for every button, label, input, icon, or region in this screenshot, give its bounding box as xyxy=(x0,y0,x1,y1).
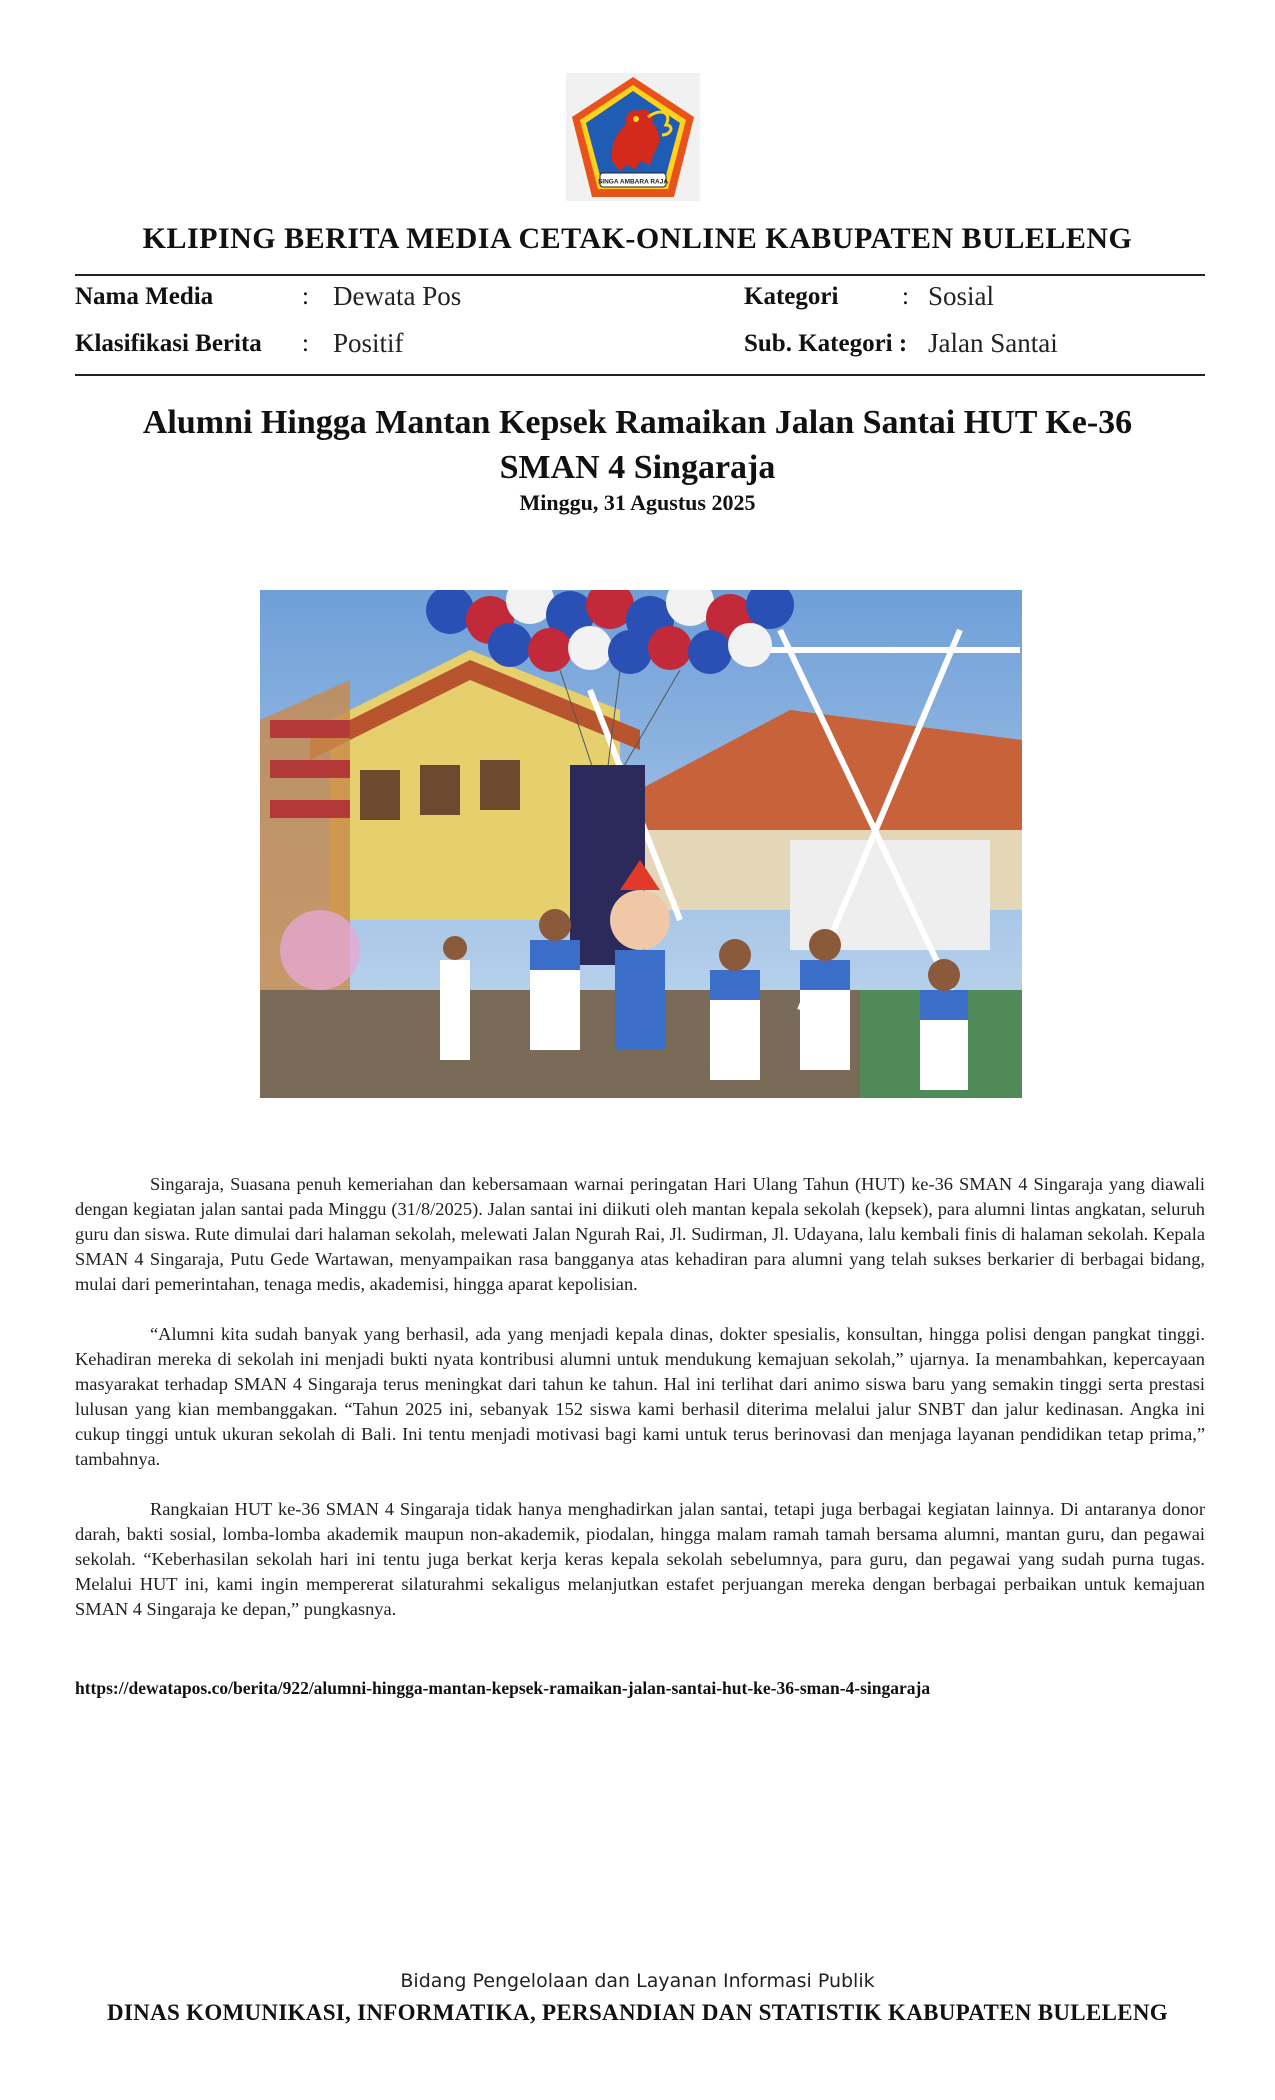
article-photo xyxy=(260,590,1022,1098)
headline-line-2: SMAN 4 Singaraja xyxy=(499,449,776,486)
article-headline xyxy=(100,400,1175,490)
regency-logo xyxy=(566,73,700,201)
buleleng-regency-crest-icon xyxy=(566,73,700,201)
media-name-colon: : xyxy=(302,283,309,310)
classification-label: Klasifikasi Berita xyxy=(75,330,262,357)
category-label: Kategori xyxy=(744,283,839,310)
category-value: Sosial xyxy=(928,281,995,311)
headline-line-1: Alumni Hingga Mantan Kepsek Ramaikan Jalan Santai HUT Ke-36 xyxy=(142,404,1133,441)
classification-value: Positif xyxy=(333,328,404,358)
paragraph: Rangkaian HUT ke-36 SMAN 4 Singaraja tidak hanya menghadirkan jalan santai, tetapi juga berbagai kegiatan lainnya. Di antaranya donor darah, bakti sosial, lomba-lomba akademik maupun non-akademik, piodalan, hingga malam ramah tamah bersama alumni, mantan guru, dan pegawai sekolah. “Keberhasilan sekolah hari ini tentu juga berkat kerja keras kepala sekolah sebelumnya, para guru, dan pegawai yang sudah purna tugas. Melalui HUT ini, kami ingin mempererat silaturahmi sekaligus melanjutkan estafet perjuangan mereka dengan berbagai perbaikan untuk kemajuan SMAN 4 Singaraja ke depan,” pungkasnya. xyxy=(75,1499,1205,1619)
document-title: KLIPING BERITA MEDIA CETAK-ONLINE KABUPATEN BULELENG xyxy=(142,222,1133,255)
category-colon: : xyxy=(902,283,909,310)
subcategory-label: Sub. Kategori : xyxy=(744,330,908,357)
article-body xyxy=(75,1172,1205,1647)
media-name-label: Nama Media xyxy=(75,283,214,310)
classification-colon: : xyxy=(302,330,309,357)
paragraph: “Alumni kita sudah banyak yang berhasil, ada yang menjadi kepala dinas, dokter spesialis, konsultan, hingga polisi dengan pangkat tinggi. Kehadiran mereka di sekolah ini menjadi bukti nyata kontribusi alumni untuk mendukung kemajuan sekolah,” ujarnya. Ia menambahkan, kepercayaan masyarakat terhadap SMAN 4 Singaraja terus meningkat dari tahun ke tahun. Hal ini terlihat dari animo siswa baru yang semakin tinggi serta prestasi lulusan yang kian membanggakan. “Tahun 2025 ini, sebanyak 152 siswa kami berhasil diterima melalui jalur SNBT dan jalur kedinasan. Angka ini cukup tinggi untuk ukuran sekolah di Bali. Ini tentu menjadi motivasi bagi kami untuk terus berinovasi dan menjaga layanan pendidikan tetap prima,” tambahnya. xyxy=(75,1324,1205,1469)
subcategory-value: Jalan Santai xyxy=(928,328,1058,358)
footer-division: Bidang Pengelolaan dan Layanan Informasi Publik xyxy=(400,1970,875,1992)
paragraph: Singaraja, Suasana penuh kemeriahan dan kebersamaan warnai peringatan Hari Ulang Tahun (HUT) ke-36 SMAN 4 Singaraja yang diawali dengan kegiatan jalan santai pada Minggu (31/8/2025). Jalan santai ini diikuti oleh mantan kepala sekolah (kepsek), para alumni lintas angkatan, seluruh guru dan siswa. Rute dimulai dari halaman sekolah, melewati Jalan Ngurah Rai, Jl. Sudirman, Jl. Udayana, lalu kembali finis di halaman sekolah. Kepala SMAN 4 Singaraja, Putu Gede Wartawan, menyampaikan rasa bangganya atas kehadiran para alumni yang telah sukses berkarier di berbagai bidang, mulai dari pemerintahan, tenaga medis, akademisi, hingga aparat kepolisian. xyxy=(75,1174,1205,1294)
header-divider xyxy=(75,274,1205,276)
footer-agency: DINAS KOMUNIKASI, INFORMATIKA, PERSANDIAN DAN STATISTIK KABUPATEN BULELENG xyxy=(107,2000,1168,2025)
article-date: Minggu, 31 Agustus 2025 xyxy=(519,490,756,515)
media-name-value: Dewata Pos xyxy=(333,281,462,311)
meta-divider xyxy=(75,374,1205,376)
source-url-link[interactable]: https://dewatapos.co/berita/922/alumni-hingga-mantan-kepsek-ramaikan-jalan-santai-hut-ke-36-sman-4-singaraja xyxy=(75,1678,931,1698)
logo-motto-text: SINGA AMBARA RAJA xyxy=(597,178,669,186)
